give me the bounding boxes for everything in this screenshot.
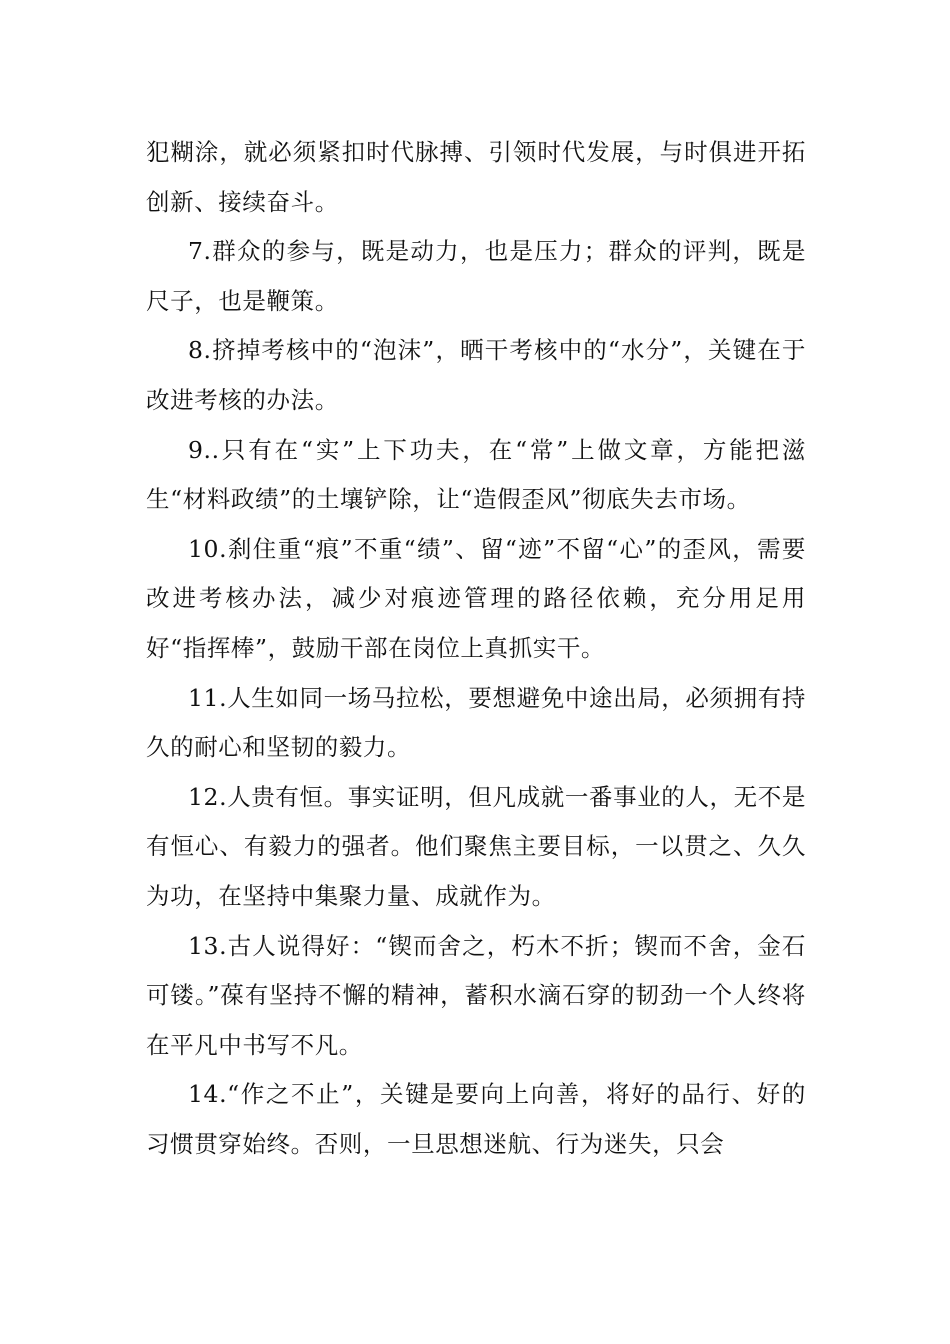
paragraph-12: 12.人贵有恒。事实证明，但凡成就一番事业的人，无不是有恒心、有毅力的强者。他们聚焦主要目标，一以贯之、久久为功，在坚持中集聚力量、成就作为。 (146, 782, 806, 910)
paragraph-10: 10.刹住重“痕”不重“绩”、留“迹”不留“心”的歪风，需要改进考核办法，减少对痕迹管理的路径依赖，充分用足用好“指挥棒”，鼓励干部在岗位上真抓实干。 (146, 534, 806, 662)
body-text (146, 128, 806, 1169)
paragraph-8: 8.挤掉考核中的“泡沫”，晒干考核中的“水分”，关键在于改进考核的办法。 (146, 336, 806, 414)
paragraph-continued: 犯糊涂，就必须紧扣时代脉搏、引领时代发展，与时俱进开拓创新、接续奋斗。 (146, 138, 806, 216)
paragraph-13: 13.古人说得好：“锲而舍之，朽木不折；锲而不舍，金石可镂。”葆有坚持不懈的精神，蓄积水滴石穿的韧劲一个人终将在平凡中书写不凡。 (146, 931, 806, 1059)
paragraph-7: 7.群众的参与，既是动力，也是压力；群众的评判，既是尺子，也是鞭策。 (146, 237, 806, 315)
paragraph-11: 11.人生如同一场马拉松，要想避免中途出局，必须拥有持久的耐心和坚韧的毅力。 (146, 683, 806, 762)
paragraph-14: 14.“作之不止”，关键是要向上向善，将好的品行、好的习惯贯穿始终。否则，一旦思想迷航、行为迷失，只会 (146, 1080, 806, 1158)
paragraph-9: 9..只有在“实”上下功夫，在“常”上做文章，方能把滋生“材料政绩”的土壤铲除，让“造假歪风”彻底失去市场。 (146, 435, 806, 514)
